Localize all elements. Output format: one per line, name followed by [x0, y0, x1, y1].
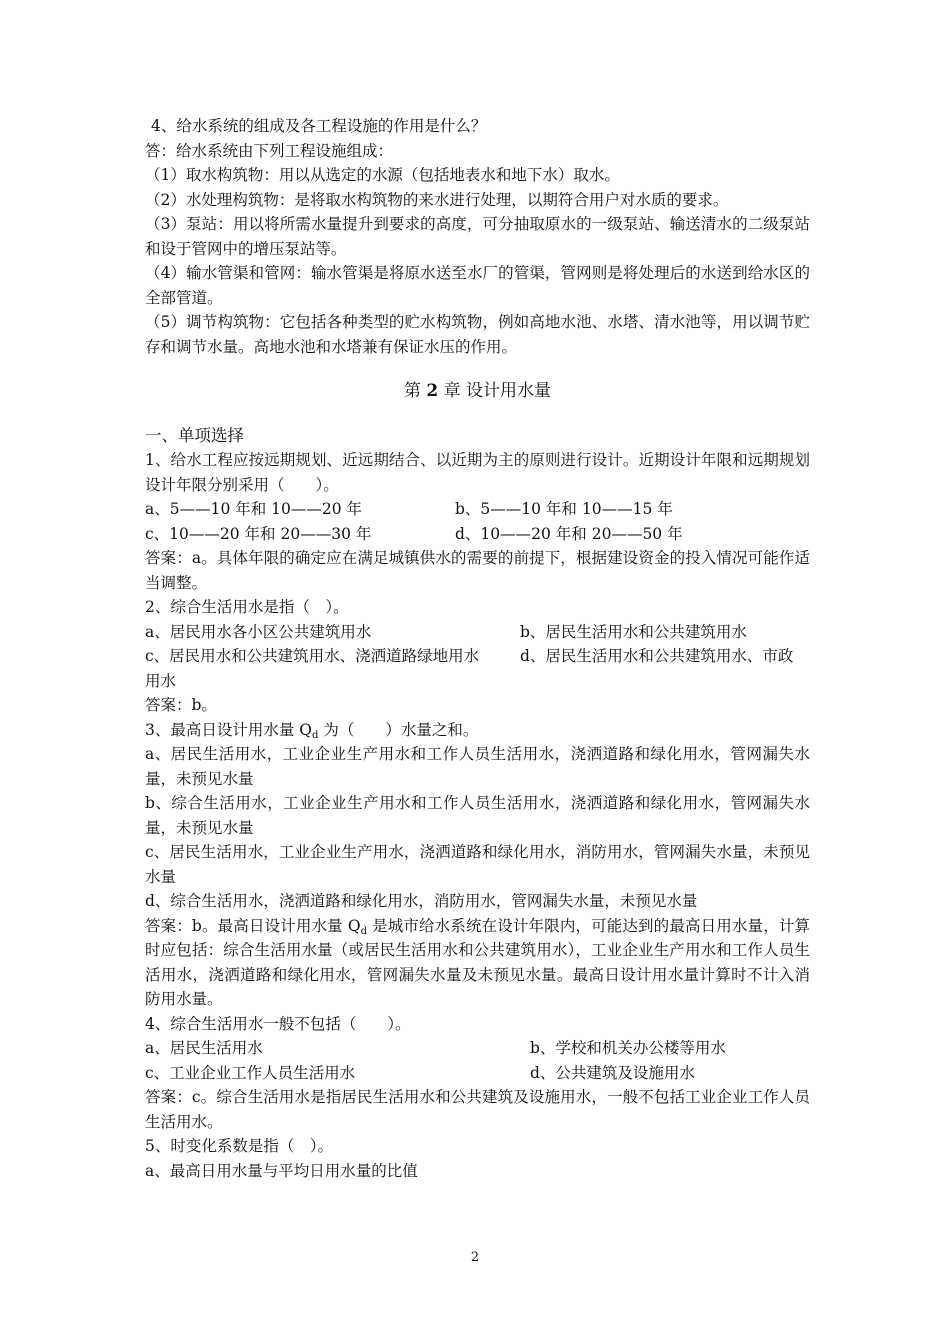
document-body [145, 114, 810, 1183]
q4-prev-item-1: （1）取水构筑物：用以从选定的水源（包括地表水和地下水）取水。 [145, 166, 620, 184]
q2-option-c: c、居民用水和公共建筑用水、浇洒道路绿地用水 [145, 647, 480, 665]
q1-options-row-1 [145, 497, 810, 522]
q3-option-d: d、综合生活用水，浇洒道路和绿化用水，消防用水，管网漏失水量，未预见水量 [145, 892, 698, 910]
page-number: 2 [470, 1250, 480, 1265]
q3-question [145, 718, 810, 743]
q4-option-d: d、公共建筑及设施用水 [530, 1063, 695, 1082]
q3-question-sub: d [312, 729, 319, 741]
q1-option-c: c、10——20 年和 20——30 年 [145, 524, 372, 543]
q5-question: 5、时变化系数是指（ ）。 [145, 1137, 334, 1155]
q4-option-c: c、工业企业工作人员生活用水 [145, 1063, 356, 1082]
q4-prev-item-3: （3）泵站：用以将所需水量提升到要求的高度，可分抽取原水的一级泵站、输送清水的二级泵站和设于管网中的增压泵站等。 [145, 215, 810, 258]
q3-question-pre: 3、最高日设计用水量 Q [145, 720, 312, 739]
q4-prev-question: 4、给水系统的组成及各工程设施的作用是什么？ [151, 117, 487, 135]
q3-question-post: 为（ ）水量之和。 [318, 720, 479, 739]
q4-option-b: b、学校和机关办公楼等用水 [530, 1039, 726, 1057]
q2-options-row-1 [145, 620, 810, 645]
q4-options-row-2 [145, 1061, 810, 1086]
q2-question: 2、综合生活用水是指（ ）。 [145, 598, 349, 616]
q2-option-a: a、居民用水各小区公共建筑用水 [145, 622, 372, 641]
q1-answer: 答案：a。具体年限的确定应在满足城镇供水的需要的前提下，根据建设资金的投入情况可能作适当调整。 [145, 549, 810, 592]
q4-prev-answer-intro: 答：给水系统由下列工程设施组成： [145, 141, 394, 160]
chapter-prefix: 第 [403, 381, 421, 401]
q4-option-a: a、居民生活用水 [145, 1039, 263, 1057]
q4-prev-item-4: （4）输水管渠和管网：输水管渠是将原水送至水厂的管渠，管网则是将处理后的水送到给水区的全部管道。 [145, 264, 810, 307]
q3-answer [145, 914, 810, 1012]
q3-option-c: c、居民生活用水，工业企业生产用水，浇洒道路和绿化用水，消防用水，管网漏失水量，未预见水量 [145, 843, 810, 886]
q4-prev-item-2: （2）水处理构筑物：是将取水构筑物的来水进行处理，以期符合用户对水质的要求。 [145, 190, 729, 209]
q3-option-b: b、综合生活用水，工业企业生产用水和工作人员生活用水，浇洒道路和绿化用水，管网漏失水量，未预见水量 [145, 794, 810, 837]
chapter-suffix: 章 设计用水量 [443, 381, 552, 401]
q5-option-a: a、最高日用水量与平均日用水量的比值 [145, 1161, 418, 1180]
q2-options-row-2 [145, 644, 810, 669]
section-heading: 一、单项选择 [145, 425, 244, 445]
q2-answer: 答案：b。 [145, 696, 217, 714]
q2-option-d-continued: 用水 [145, 671, 177, 690]
q1-options-row-2 [145, 522, 810, 547]
q3-option-a: a、居民生活用水，工业企业生产用水和工作人员生活用水，浇洒道路和绿化用水，管网漏失水量，未预见水量 [145, 745, 810, 788]
q1-option-d: d、10——20 年和 20——50 年 [455, 524, 683, 543]
q4-prev-item-5: （5）调节构筑物：它包括各种类型的贮水构筑物，例如高地水池、水塔、清水池等，用以调节贮存和调节水量。高地水池和水塔兼有保证水压的作用。 [145, 313, 810, 356]
q4-question: 4、综合生活用水一般不包括（ ）。 [145, 1014, 411, 1033]
q2-option-b: b、居民生活用水和公共建筑用水 [520, 622, 747, 641]
q3-answer-sub: d [360, 925, 367, 937]
q4-answer: 答案：c。综合生活用水是指居民生活用水和公共建筑及设施用水，一般不包括工业企业工作人员生活用水。 [145, 1088, 810, 1131]
q1-option-b: b、5——10 年和 10——15 年 [455, 500, 673, 518]
q2-option-d: d、居民生活用水和公共建筑用水、市政 [520, 647, 794, 665]
q3-answer-pre: 答案：b。最高日设计用水量 Q [145, 916, 361, 935]
chapter-number: 2 [426, 381, 439, 401]
q1-option-a: a、5——10 年和 10——20 年 [145, 500, 363, 518]
q4-options-row-1 [145, 1036, 810, 1061]
q3-answer-post: 是城市给水系统在设计年限内，可能达到的最高日用水量，计算时应包括：综合生活用水量（或居民生活用水和公共建筑用水），工业企业生产用水和工作人员生活用水，浇洒道路和绿化用水，管网漏失水量及未预见水量。最高日设计用水量计算时不计入消防用水量。 [145, 916, 810, 1008]
q1-question: 1、给水工程应按远期规划、近远期结合、以近期为主的原则进行设计。近期设计年限和远期规划设计年限分别采用（ ）。 [145, 451, 810, 494]
chapter-title [145, 379, 810, 404]
